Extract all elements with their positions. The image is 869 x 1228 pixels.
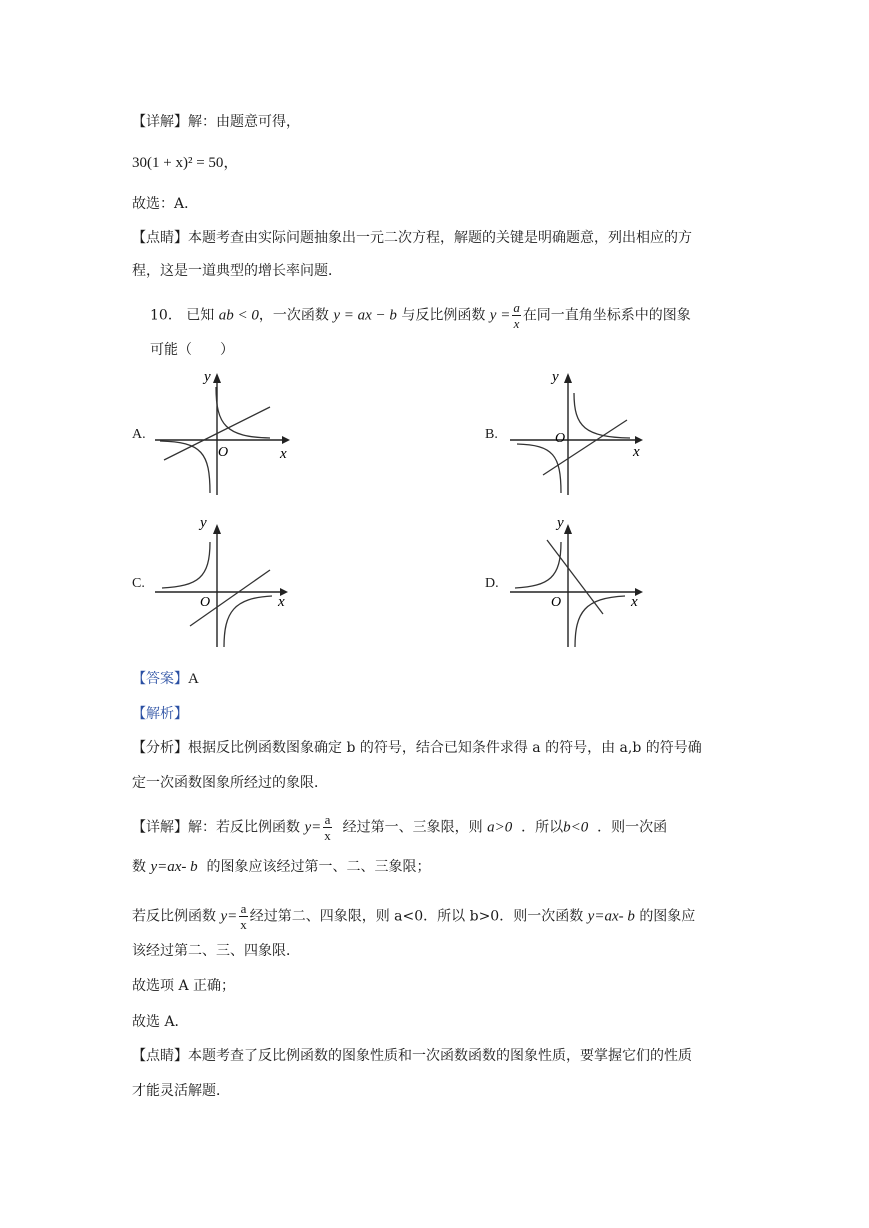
answer-line [132, 669, 199, 689]
option-c-y-label: y [200, 515, 207, 531]
question-line-1 [150, 300, 691, 331]
option-d-x-label: x [631, 594, 638, 610]
question-text-2: ，一次函数 [258, 307, 329, 324]
detail-line3-text-2: 经过第二、四象限，则 a<0．所以 b>0．则一次函数 [249, 908, 584, 925]
detail-line2-text-2: 的图象应该经过第一、二、三象限； [206, 859, 431, 875]
inverse-function-lhs: y = [489, 307, 511, 324]
comment-line-2: 程，这是一道典型的增长率问题． [132, 263, 342, 279]
linear-formula-3: y=ax- b [587, 908, 635, 925]
comment2-line-2: 才能灵活解题． [132, 1083, 230, 1099]
detail-line2-text-1: 数 [132, 859, 146, 875]
option-c-origin: O [200, 595, 211, 610]
b-negative: b<0 [563, 819, 589, 836]
analysis-heading [132, 704, 188, 724]
solution-intro [132, 112, 300, 132]
answer-bracket: 【答案】 [132, 671, 188, 687]
detail-text: 解：由题意可得， [188, 114, 300, 130]
inverse-fraction [512, 300, 521, 331]
choose-a-line: 故选：A． [132, 196, 199, 212]
detail2-bracket: 【详解】 [132, 819, 188, 836]
fraction-numerator-2: a [324, 812, 331, 827]
comment-bracket: 【点睛】 [132, 230, 188, 246]
option-b-graph [505, 365, 655, 500]
comment2-text-1: 本题考查了反比例函数的图象性质和一次函数函数的图象性质，要掌握它们的性质 [188, 1048, 692, 1064]
correct-option-line: 故选项 A 正确； [132, 978, 236, 994]
option-c-graph [150, 512, 300, 652]
a-positive: a>0 [487, 819, 513, 836]
analysis-line-1 [132, 738, 702, 758]
option-a-graph [150, 365, 300, 500]
analysis-line-2: 定一次函数图象所经过的象限． [132, 775, 328, 791]
detail-line3-text-1: 若反比例函数 [132, 908, 216, 925]
analysis-text-1: 根据反比例函数图象确定 b 的符号，结合已知条件求得 a 的符号，由 a,b 的符号确 [188, 740, 702, 756]
detail-text-2: 经过第一、三象限，则 [342, 819, 483, 836]
question-text-1: 已知 [186, 307, 215, 324]
option-b-y-label: y [552, 369, 559, 385]
option-a-x-label: x [280, 446, 287, 462]
comment2-line-1 [132, 1046, 692, 1066]
final-choice-line: 故选 A． [132, 1014, 189, 1030]
question-text-4: 在同一直角坐标系中的图象 [522, 307, 691, 324]
inverse-func-lhs-2: y= [304, 819, 322, 836]
equation-line: 30(1 + x)² = 50， [132, 155, 239, 171]
question-text-3: 与反比例函数 [401, 307, 486, 324]
fraction-denominator: x [513, 316, 520, 331]
inverse-fraction-3 [239, 901, 248, 932]
option-c-label: C. [132, 576, 145, 591]
option-c-x-label: x [278, 594, 285, 610]
option-d-graph [505, 512, 655, 652]
comment-line-1 [132, 228, 692, 248]
detail-text-1: 解：若反比例函数 [188, 819, 300, 836]
detail-bracket: 【详解】 [132, 114, 188, 130]
detail-line-3 [132, 901, 695, 932]
option-a-y-label: y [204, 369, 211, 385]
option-a-origin: O [218, 445, 229, 460]
detail-line-4: 该经过第二、三、四象限． [132, 943, 300, 959]
option-a-label: A. [132, 427, 146, 442]
detail-text-3: ．所以 [521, 819, 564, 836]
answer-value: A [188, 671, 199, 687]
inverse-func-lhs-3: y= [220, 908, 238, 925]
analysis-sub-bracket: 【分析】 [132, 740, 188, 756]
linear-function-formula: y = ax − b [333, 307, 397, 324]
option-d-label: D. [485, 576, 499, 591]
option-b-x-label: x [633, 444, 640, 460]
analysis-bracket: 【解析】 [132, 706, 188, 722]
option-b-origin: O [555, 431, 566, 446]
question-line-2: 可能（ ） [150, 342, 234, 358]
linear-formula-2: y=ax- b [150, 859, 198, 875]
comment-text-1: 本题考查由实际问题抽象出一元二次方程，解题的关键是明确题意，列出相应的方 [188, 230, 692, 246]
option-d-y-label: y [557, 515, 564, 531]
detail-line-1 [132, 812, 667, 843]
fraction-denominator-3: x [240, 917, 247, 932]
option-b-label: B. [485, 427, 498, 442]
inverse-fraction-2 [323, 812, 332, 843]
fraction-numerator-3: a [240, 901, 247, 916]
detail-line3-text-3: 的图象应 [639, 908, 696, 925]
comment2-bracket: 【点睛】 [132, 1048, 188, 1064]
fraction-numerator: a [513, 300, 520, 315]
option-d-origin: O [551, 595, 562, 610]
fraction-denominator-2: x [324, 828, 331, 843]
question-number: 10． [150, 307, 182, 324]
condition-formula: ab < 0 [218, 307, 259, 324]
detail-line-2 [132, 857, 431, 877]
detail-text-4: ．则一次函 [597, 819, 668, 836]
